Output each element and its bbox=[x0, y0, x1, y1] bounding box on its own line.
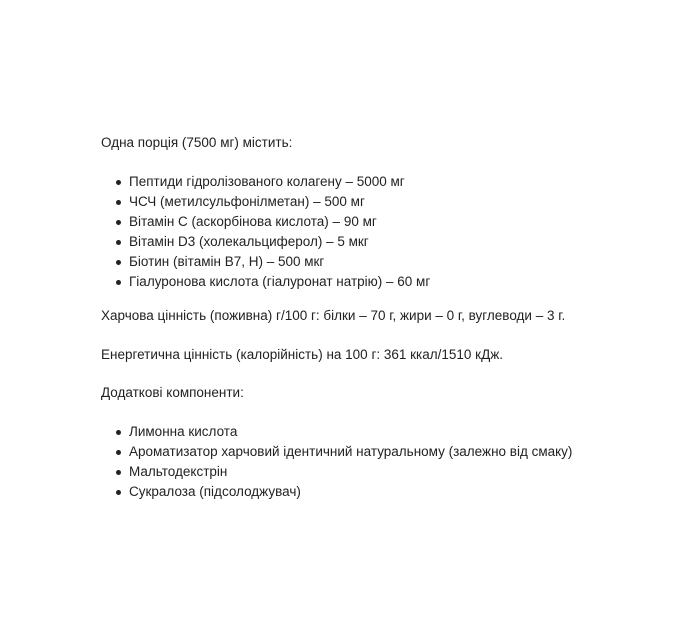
list-item: Вітамін С (аскорбінова кислота) – 90 мг bbox=[101, 212, 661, 232]
list-item: Гіалуронова кислота (гіалуронат натрію) – 60 мг bbox=[101, 272, 661, 292]
list-item: Мальтодекстрін bbox=[101, 462, 661, 482]
list-item: ЧСЧ (метилсульфонілметан) – 500 мг bbox=[101, 192, 661, 212]
list-item: Біотин (вітамін В7, Н) – 500 мкг bbox=[101, 252, 661, 272]
list-item: Ароматизатор харчовий ідентичний натуральному (залежно від смаку) bbox=[101, 442, 661, 462]
list-item: Вітамін D3 (холекальциферол) – 5 мкг bbox=[101, 232, 661, 252]
ingredients-list bbox=[101, 172, 661, 292]
nutrition-value: Харчова цінність (поживна) г/100 г: білки – 70 г, жири – 0 г, вуглеводи – 3 г. bbox=[101, 308, 566, 323]
list-item: Пептиди гідролізованого колагену – 5000 мг bbox=[101, 172, 661, 192]
list-item: Лимонна кислота bbox=[101, 422, 661, 442]
product-description bbox=[101, 133, 661, 502]
energy-value: Енергетична цінність (калорійність) на 100 г: 361 ккал/1510 кДж. bbox=[101, 347, 504, 362]
serving-intro: Одна порція (7500 мг) містить: bbox=[101, 135, 293, 150]
extras-title: Додаткові компоненти: bbox=[101, 385, 244, 400]
list-item: Сукралоза (підсолоджувач) bbox=[101, 482, 661, 502]
extras-list bbox=[101, 422, 661, 502]
